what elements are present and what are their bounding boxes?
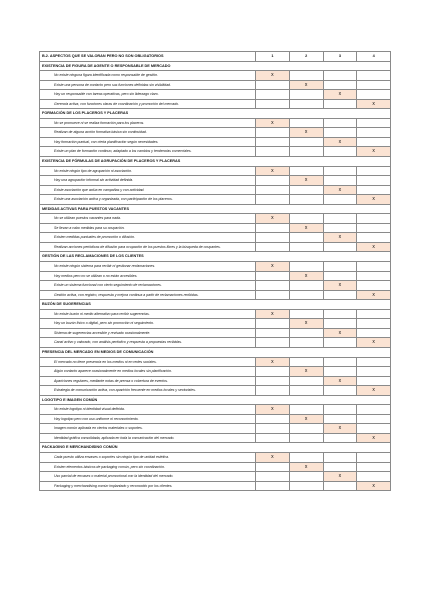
selected-level-mark[interactable]: x	[256, 309, 290, 319]
criterion-row	[40, 147, 391, 157]
criterion-row	[40, 433, 391, 443]
criterion-row	[40, 195, 391, 205]
level-cell[interactable]	[289, 71, 323, 81]
selected-level-mark[interactable]: x	[289, 223, 323, 233]
level-cell[interactable]	[289, 386, 323, 396]
criterion-row	[40, 414, 391, 424]
level-cell[interactable]	[323, 481, 357, 491]
criterion-description: Existe un sistema funcional con cierto seguimiento de reclamaciones.	[40, 281, 256, 291]
section-header-row	[40, 109, 391, 119]
criterion-description: No se utilizan puestos vacantes para nada.	[40, 214, 256, 224]
section-title: EXISTENCIA DE FIGURA DE AGENTE O RESPONSABLE DE MERCADO	[40, 61, 391, 71]
criterion-description: Apariciones regulares, mediante notas de prensa o cobertura de eventos.	[40, 376, 256, 386]
section-header-row	[40, 395, 391, 405]
level-cell[interactable]	[357, 462, 391, 472]
selected-level-mark[interactable]: x	[289, 80, 323, 90]
level-cell[interactable]	[323, 214, 357, 224]
level-cell[interactable]	[323, 433, 357, 443]
level-cell[interactable]	[289, 472, 323, 482]
level-cell[interactable]	[323, 462, 357, 472]
criterion-description: Hay logotipo pero con uso uniforme ni reconocimiento.	[40, 414, 256, 424]
level-header-3: 3	[323, 52, 357, 62]
section-title: PACKAGING E MERCHANDISING COMÚN	[40, 443, 391, 453]
selected-level-mark[interactable]: x	[323, 233, 357, 243]
level-cell[interactable]	[289, 118, 323, 128]
selected-level-mark[interactable]: x	[256, 71, 290, 81]
level-cell[interactable]	[323, 195, 357, 205]
section-header-row	[40, 157, 391, 167]
criterion-row	[40, 462, 391, 472]
criterion-row	[40, 176, 391, 186]
level-cell[interactable]	[323, 357, 357, 367]
criterion-row	[40, 319, 391, 329]
selected-level-mark[interactable]: x	[357, 195, 391, 205]
level-cell[interactable]	[289, 166, 323, 176]
level-cell[interactable]	[289, 424, 323, 434]
criterion-row	[40, 128, 391, 138]
section-header-row	[40, 61, 391, 71]
level-cell[interactable]	[323, 147, 357, 157]
level-cell[interactable]	[289, 90, 323, 100]
criterion-row	[40, 80, 391, 90]
level-cell[interactable]	[323, 414, 357, 424]
level-cell[interactable]	[289, 376, 323, 386]
level-cell[interactable]	[256, 147, 290, 157]
level-cell[interactable]	[256, 328, 290, 338]
table-title: B.2. ASPECTOS QUE SE VALORAN PERO NO SON OBLIGATORIOS	[40, 52, 256, 62]
level-cell[interactable]	[357, 309, 391, 319]
level-cell[interactable]	[323, 309, 357, 319]
selected-level-mark[interactable]: x	[256, 357, 290, 367]
selected-level-mark[interactable]: x	[323, 137, 357, 147]
level-cell[interactable]	[256, 271, 290, 281]
level-cell[interactable]	[289, 195, 323, 205]
criterion-row	[40, 118, 391, 128]
level-cell[interactable]	[256, 338, 290, 348]
selected-level-mark[interactable]: x	[323, 328, 357, 338]
selected-level-mark[interactable]: x	[256, 214, 290, 224]
level-cell[interactable]	[357, 176, 391, 186]
level-cell[interactable]	[289, 328, 323, 338]
selected-level-mark[interactable]: x	[289, 271, 323, 281]
criterion-description: No existe ningún tipo de agrupación ni asociación.	[40, 166, 256, 176]
level-cell[interactable]	[323, 386, 357, 396]
criterion-description: Sistema de sugerencias accesible y revisado ocasionalmente.	[40, 328, 256, 338]
selected-level-mark[interactable]: x	[357, 338, 391, 348]
criterion-description: Realizan de alguna acción formativa básica sin continuidad.	[40, 128, 256, 138]
level-cell[interactable]	[357, 357, 391, 367]
level-cell[interactable]	[256, 290, 290, 300]
criterion-row	[40, 214, 391, 224]
criterion-row	[40, 71, 391, 81]
level-cell[interactable]	[357, 376, 391, 386]
level-cell[interactable]	[256, 195, 290, 205]
level-cell[interactable]	[256, 90, 290, 100]
criterion-description: Identidad gráfica consolidada, aplicada en toda la comunicación del mercado.	[40, 433, 256, 443]
criterion-description: Existe una persona de contacto pero sus funciones definidas sin visibilidad.	[40, 80, 256, 90]
criterion-description: No existe ningún sistema para recibir ni gestionar reclamaciones.	[40, 262, 256, 272]
level-cell[interactable]	[256, 223, 290, 233]
criterion-description: Estrategia de comunicación activa, con aparición frecuente en medios locales y sectoriales.	[40, 386, 256, 396]
criterion-row	[40, 386, 391, 396]
criterion-row	[40, 166, 391, 176]
criterion-row	[40, 185, 391, 195]
selected-level-mark[interactable]: x	[256, 405, 290, 415]
level-cell[interactable]	[289, 214, 323, 224]
criterion-row	[40, 242, 391, 252]
level-cell[interactable]	[323, 290, 357, 300]
level-cell[interactable]	[323, 80, 357, 90]
selected-level-mark[interactable]: x	[256, 452, 290, 462]
criterion-row	[40, 357, 391, 367]
criterion-description: Imagen común aplicada en ciertos materiales o soportes.	[40, 424, 256, 434]
level-cell[interactable]	[289, 137, 323, 147]
level-cell[interactable]	[323, 71, 357, 81]
level-cell[interactable]	[357, 137, 391, 147]
level-cell[interactable]	[289, 281, 323, 291]
level-cell[interactable]	[323, 176, 357, 186]
level-cell[interactable]	[289, 338, 323, 348]
level-cell[interactable]	[357, 424, 391, 434]
level-cell[interactable]	[289, 481, 323, 491]
level-cell[interactable]	[357, 214, 391, 224]
section-title: PRESENCIA DEL MERCADO EN MEDIOS DE COMUNICACIÓN	[40, 347, 391, 357]
selected-level-mark[interactable]: x	[323, 185, 357, 195]
criterion-description: El mercado no tiene presencia en los medios ni en redes sociales.	[40, 357, 256, 367]
level-cell[interactable]	[256, 80, 290, 90]
level-cell[interactable]	[289, 290, 323, 300]
level-cell[interactable]	[357, 319, 391, 329]
level-cell[interactable]	[289, 452, 323, 462]
level-cell[interactable]	[289, 99, 323, 109]
level-cell[interactable]	[323, 223, 357, 233]
level-cell[interactable]	[357, 185, 391, 195]
section-title: EXISTENCIA DE FÓRMULAS DE AGRUPACIÓN DE PLACEROS Y PLACERAS	[40, 157, 391, 167]
criterion-row	[40, 271, 391, 281]
level-cell[interactable]	[357, 328, 391, 338]
selected-level-mark[interactable]: x	[289, 367, 323, 377]
criterion-description: Hay un buzón físico o digital, pero sin promoción ni seguimiento.	[40, 319, 256, 329]
criterion-description: No existe logotipo ni identidad visual definida.	[40, 405, 256, 415]
section-title: GESTIÓN DE LAS RECLAMACIONES DE LOS CLIENTES	[40, 252, 391, 262]
level-cell[interactable]	[323, 118, 357, 128]
level-cell[interactable]	[357, 472, 391, 482]
level-header-4: 4	[357, 52, 391, 62]
section-header-row	[40, 347, 391, 357]
level-cell[interactable]	[256, 233, 290, 243]
level-cell[interactable]	[256, 481, 290, 491]
level-cell[interactable]	[256, 137, 290, 147]
selected-level-mark[interactable]: x	[256, 262, 290, 272]
criterion-description: No se promueve ni se realiza formación para los placeros.	[40, 118, 256, 128]
selected-level-mark[interactable]: x	[289, 176, 323, 186]
criterion-description: Algún contacto aparece ocasionalmente en medios locales sin planificación.	[40, 367, 256, 377]
criterion-description: Existen medidas puntuales de promoción o difusión.	[40, 233, 256, 243]
criterion-description: Existe asociación que actúa en campañas y con actividad.	[40, 185, 256, 195]
criterion-row	[40, 262, 391, 272]
selected-level-mark[interactable]: x	[289, 462, 323, 472]
level-cell[interactable]	[256, 472, 290, 482]
level-cell[interactable]	[357, 452, 391, 462]
criterion-row	[40, 90, 391, 100]
evaluation-table-body	[40, 52, 391, 491]
criterion-row	[40, 481, 391, 491]
criterion-row	[40, 328, 391, 338]
level-cell[interactable]	[256, 462, 290, 472]
evaluation-table	[39, 51, 391, 491]
level-cell[interactable]	[289, 357, 323, 367]
criterion-row	[40, 367, 391, 377]
level-header-1: 1	[256, 52, 290, 62]
criterion-row	[40, 281, 391, 291]
level-cell[interactable]	[323, 338, 357, 348]
level-cell[interactable]	[256, 319, 290, 329]
level-cell[interactable]	[289, 233, 323, 243]
section-header-row	[40, 443, 391, 453]
level-cell[interactable]	[357, 118, 391, 128]
level-cell[interactable]	[256, 414, 290, 424]
level-cell[interactable]	[357, 262, 391, 272]
selected-level-mark[interactable]: x	[289, 414, 323, 424]
selected-level-mark[interactable]: x	[256, 166, 290, 176]
criterion-description: Realizan acciones periódicas de difusión para ocupación de los puestos libres y la búsqueda de ocupantes.	[40, 242, 256, 252]
level-cell[interactable]	[289, 185, 323, 195]
level-cell[interactable]	[289, 147, 323, 157]
level-cell[interactable]	[323, 319, 357, 329]
level-cell[interactable]	[256, 367, 290, 377]
level-cell[interactable]	[357, 223, 391, 233]
level-cell[interactable]	[357, 166, 391, 176]
level-cell[interactable]	[357, 271, 391, 281]
level-cell[interactable]	[289, 242, 323, 252]
criterion-description: Hay medios pero no se utilizan o no están accesibles.	[40, 271, 256, 281]
selected-level-mark[interactable]: x	[357, 99, 391, 109]
selected-level-mark[interactable]: x	[289, 319, 323, 329]
criterion-description: Se llevan a cabo medidas para su ocupación.	[40, 223, 256, 233]
level-cell[interactable]	[323, 242, 357, 252]
evaluation-table-container	[39, 51, 390, 491]
level-cell[interactable]	[323, 405, 357, 415]
criterion-row	[40, 376, 391, 386]
selected-level-mark[interactable]: x	[323, 376, 357, 386]
criterion-description: No existe buzón ni medio alternativo para recibir sugerencias.	[40, 309, 256, 319]
level-cell[interactable]	[357, 414, 391, 424]
criterion-description: Uso parcial de envases o material promocional con la identidad del mercado.	[40, 472, 256, 482]
selected-level-mark[interactable]: x	[289, 128, 323, 138]
level-cell[interactable]	[357, 71, 391, 81]
criterion-description: Hay una agrupación informal sin actividad definida.	[40, 176, 256, 186]
selected-level-mark[interactable]: x	[323, 472, 357, 482]
level-cell[interactable]	[256, 128, 290, 138]
criterion-description: No existe ninguna figura identificada como responsable de gestión.	[40, 71, 256, 81]
level-cell[interactable]	[289, 405, 323, 415]
selected-level-mark[interactable]: x	[357, 481, 391, 491]
level-cell[interactable]	[323, 367, 357, 377]
criterion-description: Existe una asociación activa y organizada, con participación de los placeros.	[40, 195, 256, 205]
section-title: BUZÓN DE SUGERENCIAS	[40, 300, 391, 310]
criterion-row	[40, 309, 391, 319]
criterion-description: Hay un responsable con tareas operativas, pero sin liderazgo claro.	[40, 90, 256, 100]
criterion-description: Hay formación puntual, con cierta planificación según necesidades.	[40, 137, 256, 147]
level-cell[interactable]	[357, 90, 391, 100]
table-header-row	[40, 52, 391, 62]
selected-level-mark[interactable]: x	[357, 386, 391, 396]
criterion-description: Packaging y merchandising común implantado y reconocido por los clientes.	[40, 481, 256, 491]
level-cell[interactable]	[357, 281, 391, 291]
level-cell[interactable]	[323, 128, 357, 138]
selected-level-mark[interactable]: x	[357, 147, 391, 157]
level-cell[interactable]	[256, 281, 290, 291]
level-cell[interactable]	[289, 309, 323, 319]
criterion-row	[40, 223, 391, 233]
level-cell[interactable]	[323, 271, 357, 281]
selected-level-mark[interactable]: x	[256, 118, 290, 128]
level-cell[interactable]	[256, 386, 290, 396]
level-cell[interactable]	[256, 433, 290, 443]
level-header-2: 2	[289, 52, 323, 62]
selected-level-mark[interactable]: x	[357, 433, 391, 443]
criterion-row	[40, 472, 391, 482]
level-cell[interactable]	[357, 405, 391, 415]
criterion-row	[40, 338, 391, 348]
level-cell[interactable]	[256, 242, 290, 252]
level-cell[interactable]	[357, 233, 391, 243]
criterion-row	[40, 99, 391, 109]
level-cell[interactable]	[256, 376, 290, 386]
selected-level-mark[interactable]: x	[323, 424, 357, 434]
selected-level-mark[interactable]: x	[323, 90, 357, 100]
level-cell[interactable]	[323, 166, 357, 176]
level-cell[interactable]	[256, 185, 290, 195]
section-title: MEDIDAS ACTIVAS PARA PUESTOS VACANTES	[40, 204, 391, 214]
criterion-row	[40, 137, 391, 147]
selected-level-mark[interactable]: x	[357, 290, 391, 300]
criterion-row	[40, 452, 391, 462]
level-cell[interactable]	[256, 176, 290, 186]
criterion-row	[40, 405, 391, 415]
level-cell[interactable]	[357, 367, 391, 377]
level-cell[interactable]	[357, 80, 391, 90]
level-cell[interactable]	[357, 128, 391, 138]
section-title: FORMACIÓN DE LOS PLACEROS Y PLACERAS	[40, 109, 391, 119]
level-cell[interactable]	[323, 99, 357, 109]
level-cell[interactable]	[256, 99, 290, 109]
selected-level-mark[interactable]: x	[357, 242, 391, 252]
level-cell[interactable]	[323, 452, 357, 462]
section-header-row	[40, 204, 391, 214]
criterion-row	[40, 233, 391, 243]
level-cell[interactable]	[323, 262, 357, 272]
criterion-row	[40, 424, 391, 434]
criterion-description: Existe un plan de formación continuo, adaptado a los cambios y tendencias comerciales.	[40, 147, 256, 157]
level-cell[interactable]	[256, 424, 290, 434]
section-header-row	[40, 300, 391, 310]
level-cell[interactable]	[289, 262, 323, 272]
criterion-description: Existen elementos básicos de packaging común, pero sin coordinación.	[40, 462, 256, 472]
section-header-row	[40, 252, 391, 262]
criterion-description: Cada puesto utiliza envases o soportes sin ningún tipo de unidad estética.	[40, 452, 256, 462]
criterion-row	[40, 290, 391, 300]
criterion-description: Gestión activa, con registro, respuesta y mejora continua a partir de reclamaciones recibidas.	[40, 290, 256, 300]
level-cell[interactable]	[289, 433, 323, 443]
selected-level-mark[interactable]: x	[323, 281, 357, 291]
section-title: LOGOTIPO E IMAGEN COMÚN	[40, 395, 391, 405]
criterion-description: Canal activo y valorado, con análisis periódico y respuesta a propuestas recibidas.	[40, 338, 256, 348]
criterion-description: Gerencia activa, con funciones claras de coordinación y promoción del mercado.	[40, 99, 256, 109]
